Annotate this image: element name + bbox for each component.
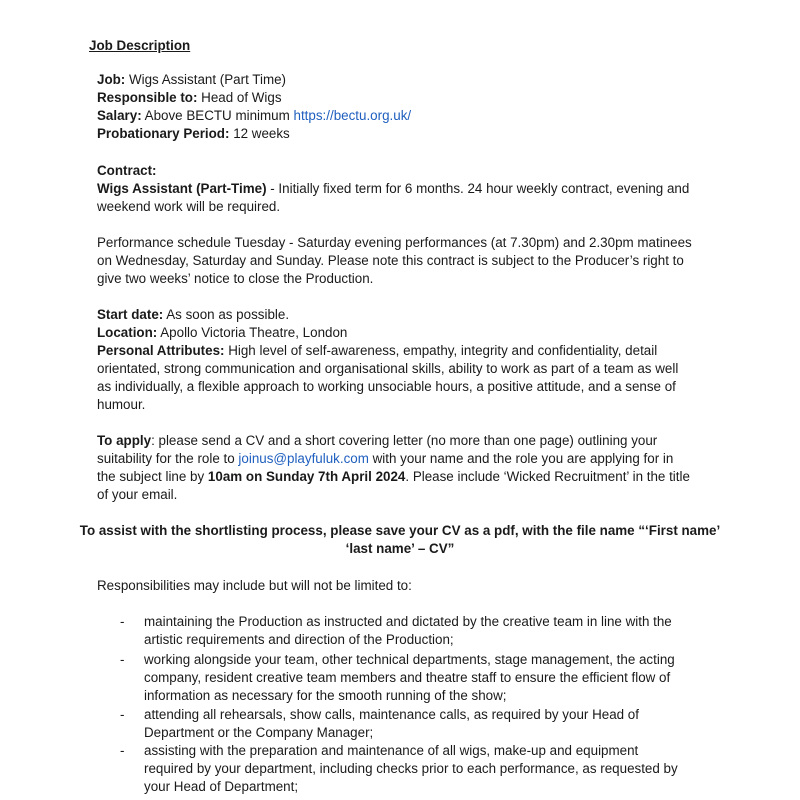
apply-text-3b: . Please include ‘Wicked Recruitment’ in the title	[405, 469, 690, 484]
apply-text-3a: the subject line by	[97, 469, 208, 484]
location-label: Location:	[97, 325, 158, 340]
list-item-line: Department or the Company Manager;	[144, 725, 374, 740]
attributes-text-1: High level of self-awareness, empathy, integrity and confidentiality, detail	[228, 343, 658, 358]
list-item-line: company, resident creative team members and theatre staff to ensure the efficient flow of	[144, 670, 671, 685]
salary-line	[97, 107, 411, 125]
apply-deadline: 10am on Sunday 7th April 2024	[207, 469, 406, 484]
list-item-line: attending all rehearsals, show calls, maintenance calls, as required by your Head of	[144, 707, 639, 722]
apply-line-4: of your email.	[97, 487, 178, 502]
probation-value: 12 weeks	[233, 126, 290, 141]
section-heading: Job Description	[89, 38, 191, 53]
probation-line	[97, 125, 290, 143]
apply-text-2b: with your name and the role you are applying for in	[368, 451, 674, 466]
contract-line-1-text: - Initially fixed term for 6 months. 24 hour weekly contract, evening and	[266, 181, 690, 196]
list-item-line: artistic requirements and direction of the Production;	[144, 632, 454, 647]
contract-line-1	[97, 180, 689, 198]
list-item-line: maintaining the Production as instructed and dictated by the creative team in line with the	[144, 614, 672, 629]
contract-role: Wigs Assistant (Part-Time)	[97, 181, 267, 196]
list-item-line: your Head of Department;	[144, 779, 299, 794]
shortlist-notice-2: ‘last name’ – CV”	[345, 541, 455, 556]
shortlist-notice-1: To assist with the shortlisting process, please save your CV as a pdf, with the file name “‘First name’	[79, 523, 721, 538]
list-bullet: -	[120, 743, 125, 758]
location-value: Apollo Victoria Theatre, London	[160, 325, 348, 340]
responsible-value: Head of Wigs	[201, 90, 282, 105]
bectu-link[interactable]: https://bectu.org.uk/	[293, 108, 412, 123]
schedule-line-1: Performance schedule Tuesday - Saturday evening performances (at 7.30pm) and 2.30pm matinees	[97, 235, 692, 250]
apply-text-2a: suitability for the role to	[97, 451, 239, 466]
schedule-line-2: on Wednesday, Saturday and Sunday. Please note this contract is subject to the Producer’s right to	[97, 253, 684, 268]
job-label: Job:	[97, 72, 126, 87]
attributes-line-3: as individually, a flexible approach to working unsociable hours, a positive attitude, and a sense of	[97, 379, 676, 394]
schedule-line-3: give two weeks’ notice to close the Production.	[97, 271, 374, 286]
contract-label: Contract:	[97, 163, 157, 178]
contract-line-2: weekend work will be required.	[97, 199, 281, 214]
start-line	[97, 306, 289, 324]
list-item-line: required by your department, including checks prior to each performance, as requested by	[144, 761, 678, 776]
attributes-line-2: orientated, strong communication and organisational skills, ability to work as part of a team as well	[97, 361, 679, 376]
apply-line-2	[97, 450, 673, 468]
attributes-line-4: humour.	[97, 397, 146, 412]
apply-text-1: : please send a CV and a short covering letter (no more than one page) outlining your	[151, 433, 658, 448]
list-bullet: -	[120, 652, 125, 667]
location-line	[97, 324, 347, 342]
salary-value: Above BECTU minimum	[144, 108, 290, 123]
list-item-line: assisting with the preparation and maintenance of all wigs, make-up and equipment	[144, 743, 639, 758]
apply-line-3	[97, 468, 690, 486]
start-label: Start date:	[97, 307, 164, 322]
list-bullet: -	[120, 707, 125, 722]
attributes-line-1	[97, 342, 657, 360]
responsible-label: Responsible to:	[97, 90, 198, 105]
list-item-line: information as necessary for the smooth running of the show;	[144, 688, 507, 703]
list-item-line: working alongside your team, other technical departments, stage management, the acting	[144, 652, 675, 667]
job-line	[97, 71, 286, 89]
email-link[interactable]: joinus@playfuluk.com	[238, 451, 369, 466]
responsible-line	[97, 89, 282, 107]
probation-label: Probationary Period:	[97, 126, 230, 141]
salary-label: Salary:	[97, 108, 142, 123]
responsibilities-intro: Responsibilities may include but will not be limited to:	[97, 578, 412, 593]
apply-line-1	[97, 432, 657, 450]
apply-label: To apply	[97, 433, 152, 448]
start-value: As soon as possible.	[166, 307, 290, 322]
job-value: Wigs Assistant (Part Time)	[129, 72, 286, 87]
list-bullet: -	[120, 614, 125, 629]
attributes-label: Personal Attributes:	[97, 343, 225, 358]
